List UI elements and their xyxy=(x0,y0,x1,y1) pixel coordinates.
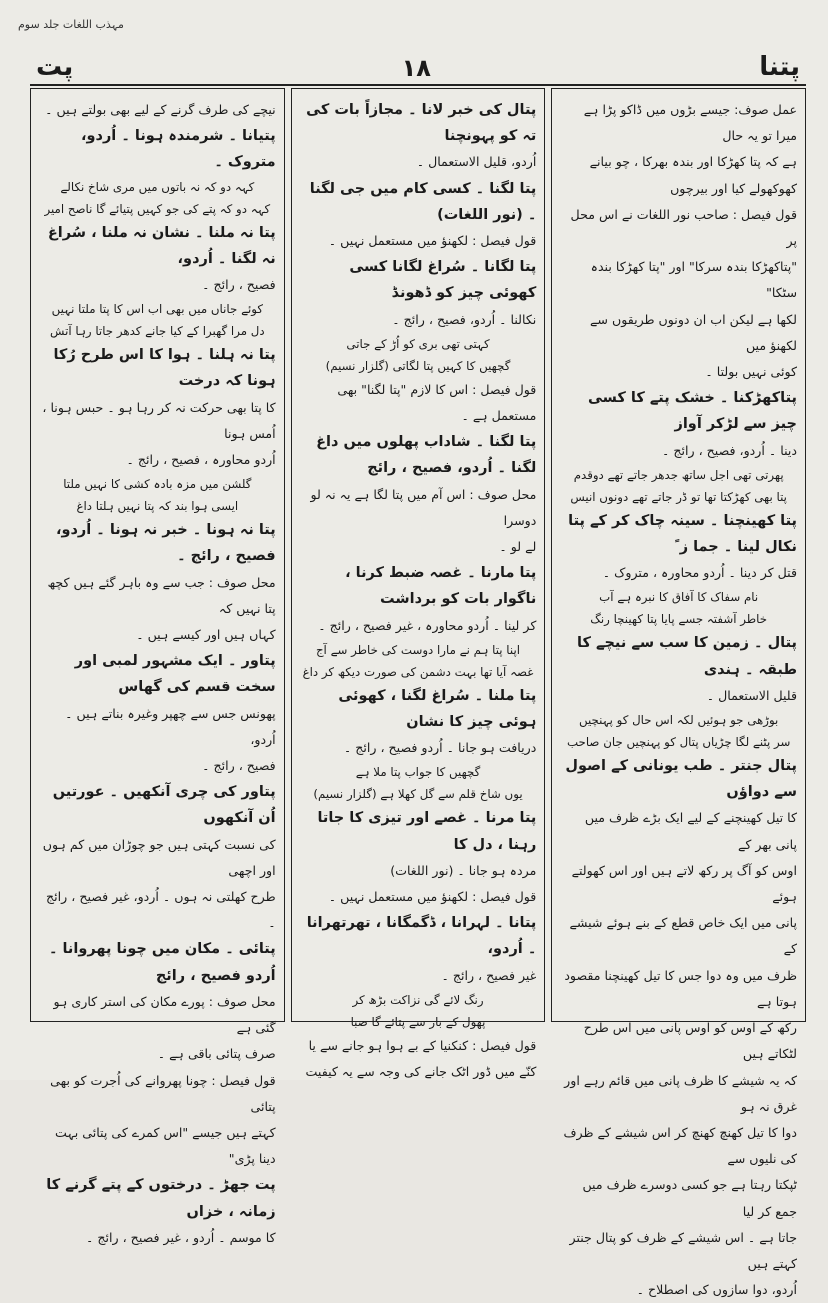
columns xyxy=(30,88,806,1298)
text-line: طرح کھلتی نہ ہوں ۔ اُردو، غیر فصیح ، رائج ۔ xyxy=(46,889,276,931)
header-left-word: پت xyxy=(36,52,74,82)
text-line: قتل کر دینا ۔ اُردو محاورہ ، متروک ۔ xyxy=(602,565,797,581)
text-line: نکالنا ۔ اُردو، فصیح ، رائج ۔ xyxy=(392,311,537,327)
text-line: کہتے ہیں جیسے "اس کمرے کی پتائی بہت دینا پڑی" xyxy=(54,1124,276,1167)
column-left xyxy=(30,88,285,1245)
text-line: اُردو، قلیل الاستعمال ۔ xyxy=(416,154,537,170)
text-line: کنّے میں ڈور اٹک جانے کی وجہ سے یہ کیفیت xyxy=(305,1064,537,1080)
text-line: کا پتا بھی حرکت نہ کر رہا ہو ۔ حبس ہونا ، اُمس ہونا xyxy=(42,399,276,441)
text-line: کا موسم ۔ اُردو ، غیر فصیح ، رائج ۔ xyxy=(86,1229,276,1245)
text-line: فصیح ، رائج ۔ xyxy=(202,277,276,293)
text-line: اُردو، دوا سازوں کی اصطلاح ۔ xyxy=(636,1282,797,1298)
header-right-word: پتنا xyxy=(759,52,800,82)
verse-line: رنگ لائے گی نزاکت بڑھ کر xyxy=(352,992,484,1007)
entry-headword-line: پتا لگنا ۔ شاداب پھلوں میں داغ لگنا ۔ اُردو، فصیح ، رائج xyxy=(316,434,537,477)
verse-line: ایسی ہوا بند کہ پتا نہیں ہلتا داغ xyxy=(76,499,239,514)
text-line: صرف پتائی باقی ہے ۔ xyxy=(157,1046,276,1062)
entry-headword-line: پتا نہ ہونا ۔ خبر نہ ہونا ۔ اُردو، فصیح ، رائج ۔ xyxy=(55,522,276,565)
text-line: کر لینا ۔ اُردو محاورہ ، غیر فصیح ، رائج ۔ xyxy=(318,617,537,633)
verse-line: نام سفاک کا آفاق کا نبرہ ہے آب xyxy=(599,590,759,605)
text-line: کوئی نہیں بولتا ۔ xyxy=(705,364,797,380)
verse-line: بوڑھی جو ہوئیں لکہ اس حال کو پہنچیں xyxy=(578,713,779,728)
text-line: قول فیصل : لکھنؤ میں مستعمل نہیں ۔ xyxy=(328,233,537,249)
verse-line: کہہ دو کہ نہ باتوں میں مری شاخ نکالے xyxy=(60,179,255,194)
page-number: ۱۸ xyxy=(401,54,431,82)
entry-headword-line: پتاکھڑکنا ۔ خشک پتے کا کسی چیز سے لڑکر آواز xyxy=(587,390,797,433)
text-line: جاتا ہے ۔ اس شیشے کے ظرف کو پتال جنتر کہتے ہیں xyxy=(569,1229,797,1271)
text-line: کا تیل کھینچنے کے لیے ایک بڑے ظرف میں پانی بھر کے xyxy=(584,810,797,852)
text-line: کہاں ہیں اور کیسے ہیں ۔ xyxy=(136,627,276,643)
entry-headword-line: پتال کی خبر لانا ۔ مجازاً بات کی تہ کو پہونچنا xyxy=(306,102,537,145)
verse-line: کوئے جاناں میں بھی اب اس کا پتا ملتا نہیں xyxy=(51,302,263,317)
text-line: کہ یہ شیشے کا ظرف پانی میں قائم رہے اور غرق نہ ہو xyxy=(564,1072,797,1114)
text-line: دریافت ہو جانا ۔ اُردو فصیح ، رائج ۔ xyxy=(343,740,537,756)
entry-headword-line: پتائی ۔ مکان میں چونا پھروانا ۔ اُردو فصیح ، رائج xyxy=(48,941,276,984)
entry-headword-line: پتا مرنا ۔ غصے اور تیزی کا جاتا رہنا ، دل کا xyxy=(317,810,537,853)
text-line: قول فیصل : کنکنیا کے بے ہوا ہو جانے سے یا xyxy=(308,1037,537,1053)
text-line: غیر فصیح ، رائج ۔ xyxy=(441,967,537,983)
entry-headword-line: پتا نہ ملنا ۔ نشان نہ ملنا ، سُراغ نہ لگنا ۔ اُردو، xyxy=(47,224,276,267)
text-line: محل صوف : اس آم میں پتا لگا ہے یہ نہ لو دوسرا xyxy=(310,486,537,528)
verse-line: پتا بھی کھڑکتا تھا تو ڈر جاتے تھے دونوں انیس xyxy=(570,489,787,504)
verse-line: کہہ دو کہ پتے کی جو کہیں پتیائے گا ناصح امیر xyxy=(44,201,271,216)
text-line: ہے کہ پتا کھڑکا اور بندہ بھرکا ، چو بیانے کھوکھولے کیا اور بیرچوں xyxy=(589,154,797,196)
entry-headword-line: پتیانا ۔ شرمندہ ہونا ۔ اُردو، متروک ۔ xyxy=(81,128,276,171)
text-line: محل صوف : جب سے وہ باہر گئے ہیں کچھ پتا نہیں کہ xyxy=(47,574,276,616)
text-line: "پتاکھڑکا بندہ سرکا" اور "پتا کھڑکا بندہ سٹکا" xyxy=(590,259,797,301)
entry-headword-line: پتا لگنا ۔ کسی کام میں جی لگنا ۔ (نور اللغات) xyxy=(309,180,537,223)
verse-line: یوں شاخ قلم سے گل کھلا ہے (گلزار نسیم) xyxy=(313,787,523,802)
verse-line: غصہ آیا تھا بہت دشمن کی صورت دیکھ کر داغ xyxy=(302,664,534,679)
text-line: لکھا ہے لیکن اب ان دونوں طریقوں سے لکھنؤ میں xyxy=(590,311,797,353)
text-line: محل صوف : پورے مکان کی استر کاری ہو گئی ہے xyxy=(53,993,276,1036)
entry-headword-line: پتال جنتر ۔ طب یونانی کے اصول سے دواؤں xyxy=(565,758,797,801)
verse-line: گلشن میں مزہ بادہ کشی کا نہیں ملتا xyxy=(63,477,252,492)
entry-headword-line: پت جھڑ ۔ درختوں کے پتے گرنے کا زمانہ ، خزاں xyxy=(46,1177,276,1220)
volume-note: مہذب اللغات جلد سوم xyxy=(18,18,124,31)
text-line: قول فیصل : صاحب نور اللغات نے اس محل پر xyxy=(570,206,797,249)
entry-headword-line: پتا مارنا ۔ غصہ ضبط کرنا ، ناگوار بات کو برداشت xyxy=(345,565,537,608)
verse-line: سر پٹنے لگا چڑیاں پتال کو پہنچیں جان صاحب xyxy=(566,735,791,750)
column-middle xyxy=(291,88,546,1080)
text-line: قول فیصل : اس کا لازم "پتا لگنا" بھی مستعمل ہے ۔ xyxy=(337,381,537,424)
text-line: قلیل الاستعمال ۔ xyxy=(706,687,797,703)
entry-headword-line: پتاور ۔ ایک مشہور لمبی اور سخت قسم کی گھاس xyxy=(74,653,276,696)
entry-headword-line: پتا لگانا ۔ سُراغ لگانا کسی کھوئی چیز کو ڈھونڈ xyxy=(349,259,537,302)
verse-line: پھول کے بار سے پتائے گا صبا xyxy=(350,1014,486,1029)
text-line: عمل صوف: جیسے بڑوں میں ڈاکو پڑا ہے میرا تو یہ حال xyxy=(583,102,797,144)
entry-headword-line: پتاور کی چری آنکھیں ۔ عورتیں اُن آنکھوں xyxy=(52,784,276,827)
entry-headword-line: پتانا ۔ لہرانا ، ڈگمگانا ، تھرتھرانا ۔ اُردو، xyxy=(306,915,537,958)
text-line: قول فیصل : لکھنؤ میں مستعمل نہیں ۔ xyxy=(328,889,537,905)
text-line: مردہ ہو جانا ۔ (نور اللغات) xyxy=(390,862,537,878)
text-line: نیچے کی طرف گرنے کے لیے بھی بولتے ہیں ۔ xyxy=(45,102,276,117)
text-line: پھونس جس سے چھپر وغیرہ بناتے ہیں ۔ اُردو، xyxy=(65,705,276,747)
text-line: دینا ۔ اُردو، فصیح ، رائج ۔ xyxy=(661,442,797,458)
text-line: رکھ کے اوس کو اوس پانی میں اس طرح لٹکاتے ہیں xyxy=(583,1020,797,1062)
entry-headword-line: پتا نہ ہلنا ۔ ہوا کا اس طرح رُکا ہونا کہ درخت xyxy=(53,347,276,390)
text-line: ظرف میں وہ دوا جس کا تیل کھینچنا مقصود ہوتا ہے xyxy=(564,967,797,1009)
text-line: دوا کا تیل کھنچ کھنچ کر اس شیشے کے ظرف کی نلیوں سے xyxy=(563,1124,797,1167)
column-right xyxy=(551,88,806,1298)
verse-line: خاطر آشفتہ جسے پایا پتا کھینچا رنگ xyxy=(590,612,768,627)
entry-headword-line: پتال ۔ زمین کا سب سے نیچے کا طبقہ ۔ ہندی xyxy=(577,635,797,678)
text-line: فصیح ، رائج ۔ xyxy=(202,758,276,774)
verse-line: گچھیں کا کہیں پتا لگاتی (گلزار نسیم) xyxy=(325,358,511,373)
verse-line: پھرتی تھی اجل ساتھ جدھر جاتے تھے دوقدم xyxy=(573,467,784,482)
verse-line: گچھیں کا جواب پتا ملا ہے xyxy=(355,765,481,780)
entry-headword-line: پتا کھینچنا ۔ سینہ چاک کر کے پتا نکال لینا ۔ جما ز ً xyxy=(568,512,797,556)
text-line: کی نسبت کہتی ہیں جو چوڑان میں کم ہوں اور اچھی xyxy=(42,836,276,878)
page-header xyxy=(30,44,806,86)
verse-line: اپنا پتا ہم نے مارا دوست کی خاطر سے آج xyxy=(315,642,521,657)
verse-line: کہتی تھی بری کو اُڑ کے جاتی xyxy=(346,336,490,351)
verse-line: دل مرا گھبرا کے کیا جانے کدھر جاتا رہا آتش xyxy=(50,324,265,339)
text-line: قول فیصل : چونا پھروانے کی اُجرت کو بھی پتائی xyxy=(50,1072,276,1114)
text-line: اُردو محاورہ ، فصیح ، رائج ۔ xyxy=(126,452,276,468)
text-line: پانی میں ایک خاص قطع کے بنے ہوئے شیشے کے xyxy=(569,915,797,957)
entry-headword-line: پتا ملنا ۔ سُراغ لگنا ، کھوئی ہوئی چیز کا نشان xyxy=(338,687,537,731)
text-line: لے لو ۔ xyxy=(499,539,537,555)
text-line: ٹپکتا رہتا ہے جو کسی دوسرے ظرف میں جمع کر لیا xyxy=(582,1177,797,1219)
text-line: اوس کو آگ پر رکھ لاتے ہیں اور اس کھولتے ہوئے xyxy=(571,862,797,905)
